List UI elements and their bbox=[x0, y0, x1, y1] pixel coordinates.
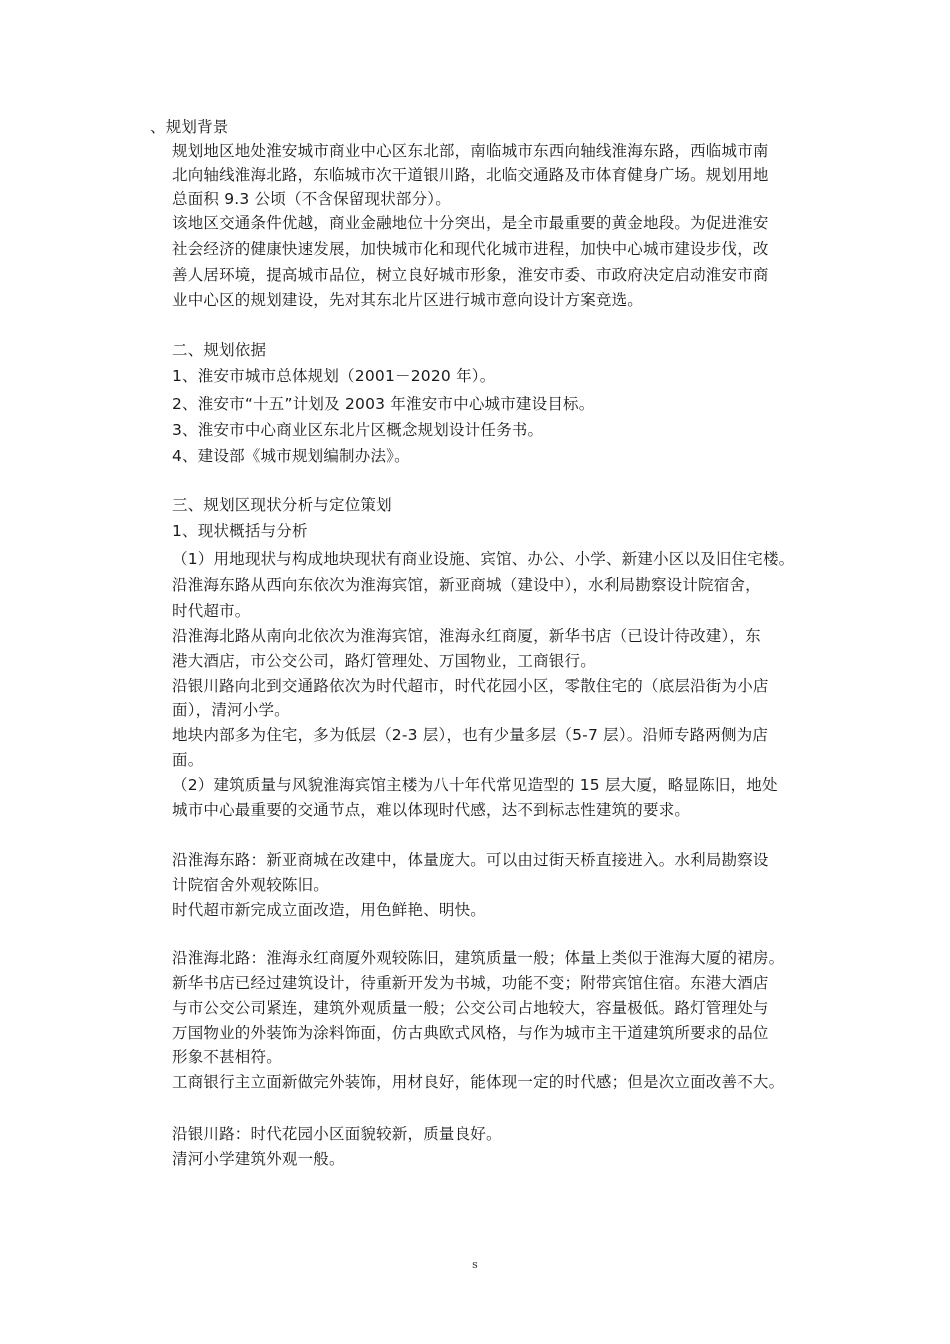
paragraph-line: 沿银川路：时代花园小区面貌较新，质量良好。 bbox=[172, 1125, 502, 1143]
paragraph-line: 时代超市新完成立面改造，用色鲜艳、明快。 bbox=[172, 901, 487, 919]
list-item: 2、淮安市“十五”计划及 2003 年淮安市中心城市建设目标。 bbox=[172, 395, 595, 413]
paragraph-line: 面。 bbox=[172, 751, 204, 769]
paragraph-line: 沿淮海北路从南向北依次为淮海宾馆，淮海永红商厦，新华书店（已设计待改建），东 bbox=[172, 627, 761, 645]
section-heading-basis: 二、规划依据 bbox=[172, 341, 267, 359]
paragraph-line: 面），清河小学。 bbox=[172, 701, 290, 719]
paragraph-line: 地块内部多为住宅，多为低层（2-3 层），也有少量多层（5-7 层）。沿师专路两侧为店 bbox=[172, 726, 769, 744]
paragraph-line: 善人居环境，提高城市品位，树立良好城市形象，淮安市委、市政府决定启动淮安市商 bbox=[172, 266, 769, 284]
paragraph-line: 总面积 9.3 公顷（不含保留现状部分）。 bbox=[172, 190, 451, 208]
subsection-heading: 1、现状概括与分析 bbox=[172, 522, 308, 540]
paragraph-line: 社会经济的健康快速发展，加快城市化和现代化城市进程，加快中心城市建设步伐，改 bbox=[172, 240, 769, 258]
section-heading-analysis: 三、规划区现状分析与定位策划 bbox=[172, 496, 392, 514]
paragraph-line: 城市中心最重要的交通节点，难以体现时代感，达不到标志性建筑的要求。 bbox=[172, 801, 691, 819]
paragraph-line: 沿银川路向北到交通路依次为时代超市，时代花园小区，零散住宅的（底层沿街为小店 bbox=[172, 677, 769, 695]
paragraph-line: 工商银行主立面新做完外装饰，用材良好，能体现一定的时代感；但是次立面改善不大。 bbox=[172, 1073, 785, 1091]
paragraph-line: 沿淮海东路从西向东依次为淮海宾馆，新亚商城（建设中），水利局勘察设计院宿舍， bbox=[172, 576, 761, 594]
paragraph-line: 新华书店已经过建筑设计，待重新开发为书城，功能不变；附带宾馆住宿。东港大酒店 bbox=[172, 974, 769, 992]
list-item: 4、建设部《城市规划编制办法》。 bbox=[172, 447, 410, 465]
paragraph-line: 该地区交通条件优越，商业金融地位十分突出，是全市最重要的黄金地段。为促进淮安 bbox=[172, 214, 769, 232]
paragraph-line: 与市公交公司紧连，建筑外观质量一般；公交公司占地较大，容量极低。路灯管理处与 bbox=[172, 999, 769, 1017]
paragraph-line: 沿淮海东路：新亚商城在改建中，体量庞大。可以由过街天桥直接进入。水利局勘察设 bbox=[172, 851, 769, 869]
paragraph-line: （2）建筑质量与风貌淮海宾馆主楼为八十年代常见造型的 15 层大厦，略显陈旧，地处 bbox=[172, 776, 778, 794]
paragraph-line: 沿淮海北路：淮海永红商厦外观较陈旧，建筑质量一般；体量上类似于淮海大厦的裙房。 bbox=[172, 949, 785, 967]
paragraph-line: 时代超市。 bbox=[172, 602, 251, 620]
list-item: 1、淮安市城市总体规划（2001－2020 年）。 bbox=[172, 367, 496, 385]
paragraph-line: 清河小学建筑外观一般。 bbox=[172, 1150, 345, 1168]
paragraph-line: 计院宿舍外观较陈旧。 bbox=[172, 876, 330, 894]
paragraph-line: 形象不甚相符。 bbox=[172, 1048, 282, 1066]
paragraph-line: 港大酒店，市公交公司，路灯管理处、万国物业，工商银行。 bbox=[172, 652, 596, 670]
section-heading-background: 、规划背景 bbox=[150, 118, 229, 136]
paragraph-line: 万国物业的外装饰为涂料饰面，仿古典欧式风格，与作为城市主干道建筑所要求的品位 bbox=[172, 1024, 769, 1042]
paragraph-line: 规划地区地处淮安城市商业中心区东北部，南临城市东西向轴线淮海东路，西临城市南 bbox=[172, 142, 769, 160]
paragraph-line: 业中心区的规划建设，先对其东北片区进行城市意向设计方案竞选。 bbox=[172, 291, 644, 309]
list-item: 3、淮安市中心商业区东北片区概念规划设计任务书。 bbox=[172, 421, 544, 439]
paragraph-line: （1）用地现状与构成地块现状有商业设施、宾馆、办公、小学、新建小区以及旧住宅楼。 bbox=[172, 550, 795, 568]
paragraph-line: 北向轴线淮海北路，东临城市次干道银川路，北临交通路及市体育健身广场。规划用地 bbox=[172, 166, 769, 184]
page-marker: s bbox=[472, 1258, 478, 1271]
